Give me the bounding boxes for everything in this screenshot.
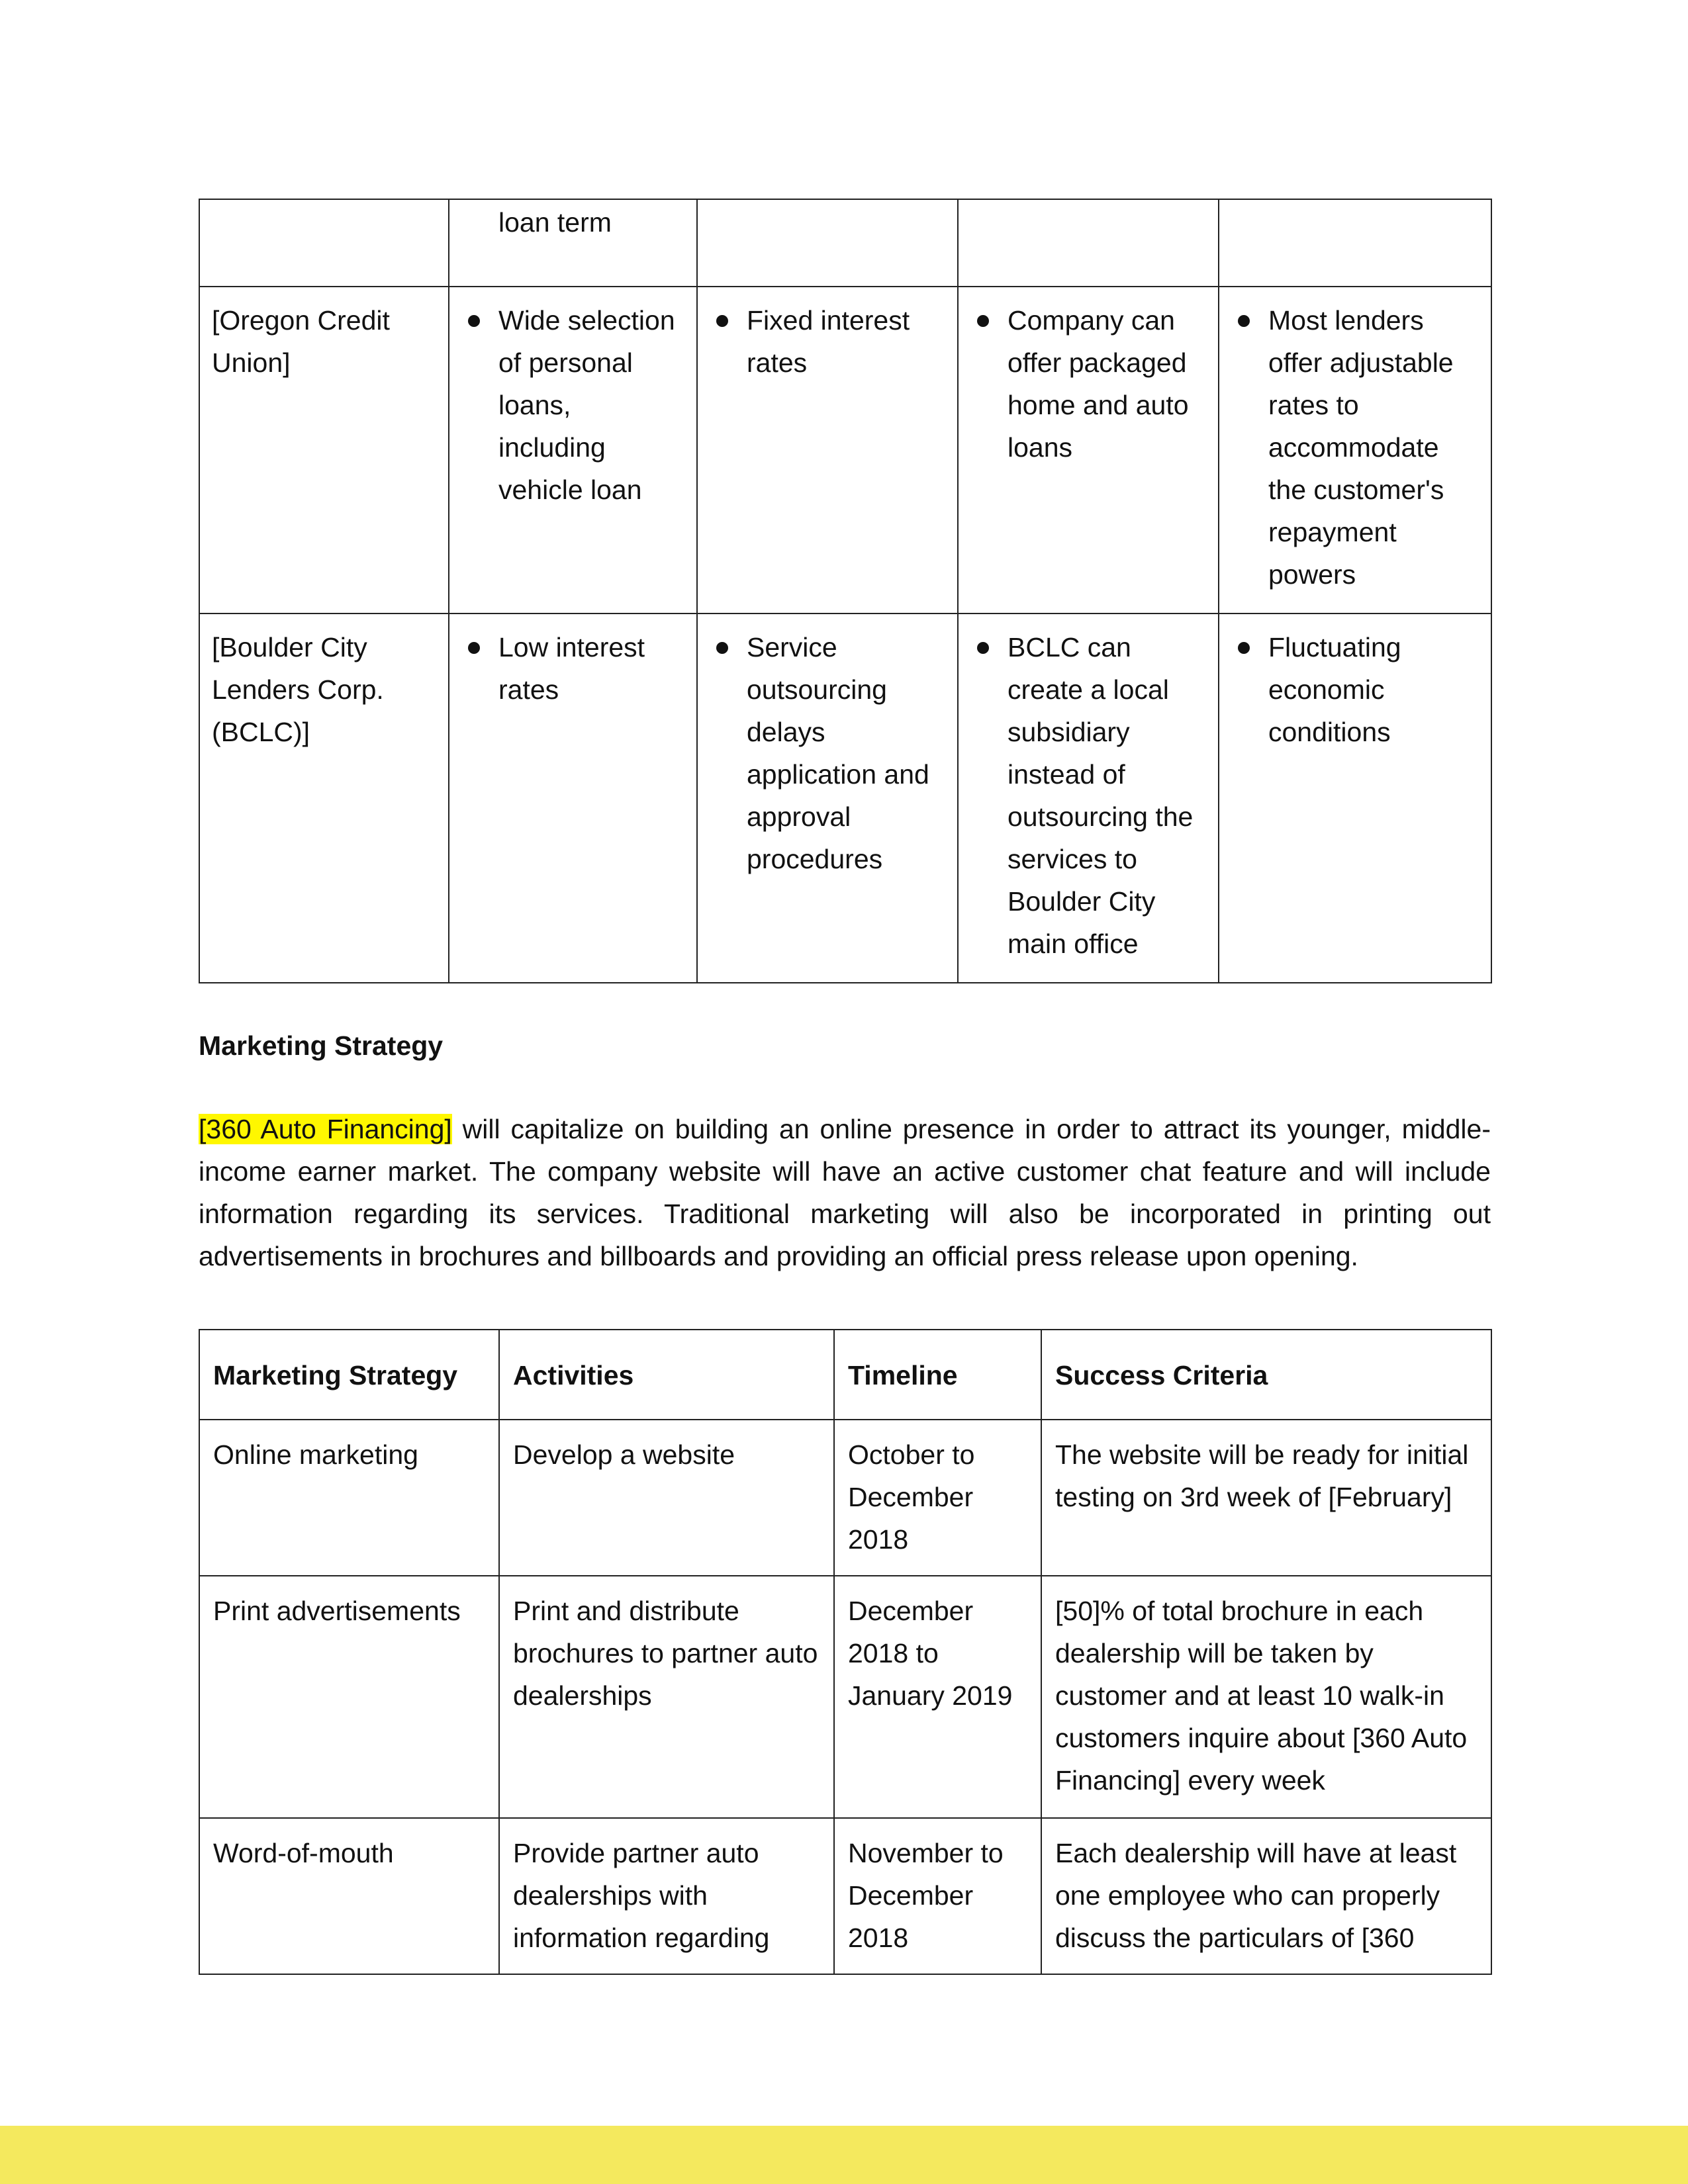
table-cell: December 2018 to January 2019	[834, 1576, 1041, 1818]
table-row	[199, 1818, 1491, 1974]
table-row	[199, 1576, 1491, 1818]
competitor-name-cell: [Boulder City Lenders Corp. (BCLC)]	[199, 614, 449, 983]
list-item: Fixed interest rates	[710, 299, 945, 384]
list-item: Fluctuating economic conditions	[1231, 626, 1479, 753]
competitor-name-cell: [Oregon Credit Union]	[199, 287, 449, 614]
marketing-strategy-table	[199, 1329, 1492, 1975]
strengths-cell: loan term	[449, 199, 697, 287]
table-cell: November to December 2018	[834, 1818, 1041, 1974]
strengths-cell	[449, 614, 697, 983]
column-header: Timeline	[834, 1330, 1041, 1420]
threats-cell	[1219, 614, 1491, 983]
opportunities-cell	[958, 287, 1219, 614]
table-cell: Print and distribute brochures to partner auto dealerships	[499, 1576, 834, 1818]
list-item: Service outsourcing delays application and approval procedures	[710, 626, 945, 880]
table-cell: Online marketing	[199, 1420, 499, 1576]
column-header: Marketing Strategy	[199, 1330, 499, 1420]
table-row	[199, 199, 1491, 287]
column-header: Success Criteria	[1041, 1330, 1491, 1420]
table-cell: Word-of-mouth	[199, 1818, 499, 1974]
section-heading: Marketing Strategy	[199, 1030, 444, 1061]
threats-cell	[1219, 287, 1491, 614]
table-row	[199, 287, 1491, 614]
highlighted-company-name: [360 Auto Financing]	[199, 1114, 452, 1144]
strengths-cell	[449, 287, 697, 614]
paragraph-text: will capitalize on building an online presence in order to attract its younger, middle-income earner market. The company website will have an active customer chat feature and will include information regarding its services. Traditional marketing will also be incorporated in printing out advertisements in brochures and billboards and providing an official press release upon opening.	[199, 1114, 1491, 1271]
weaknesses-cell	[697, 614, 958, 983]
competitor-swot-table	[199, 199, 1492, 983]
table-cell: October to December 2018	[834, 1420, 1041, 1576]
competitor-name-cell	[199, 199, 449, 287]
table-cell: Develop a website	[499, 1420, 834, 1576]
footer-color-bar	[0, 2126, 1688, 2184]
list-item: Most lenders offer adjustable rates to accommodate the customer's repayment powers	[1231, 299, 1479, 596]
marketing-paragraph	[199, 1108, 1491, 1277]
table-cell: The website will be ready for initial testing on 3rd week of [February]	[1041, 1420, 1491, 1576]
list-item: Low interest rates	[461, 626, 684, 711]
table-cell: [50]% of total brochure in each dealership will be taken by customer and at least 10 walk-in customers inquire about [360 Auto Financing] every week	[1041, 1576, 1491, 1818]
table-row	[199, 614, 1491, 983]
opportunities-cell	[958, 614, 1219, 983]
list-item: BCLC can create a local subsidiary instead of outsourcing the services to Boulder City main office	[970, 626, 1206, 965]
table-cell: Print advertisements	[199, 1576, 499, 1818]
weaknesses-cell	[697, 287, 958, 614]
threats-cell	[1219, 199, 1491, 287]
opportunities-cell	[958, 199, 1219, 287]
list-item: Wide selection of personal loans, including vehicle loan	[461, 299, 684, 511]
document-page	[199, 199, 1491, 1975]
list-item: Company can offer packaged home and auto loans	[970, 299, 1206, 469]
column-header: Activities	[499, 1330, 834, 1420]
table-header-row	[199, 1330, 1491, 1420]
table-row	[199, 1420, 1491, 1576]
table-cell: Provide partner auto dealerships with information regarding	[499, 1818, 834, 1974]
table-cell: Each dealership will have at least one employee who can properly discuss the particulars of [360	[1041, 1818, 1491, 1974]
weaknesses-cell	[697, 199, 958, 287]
